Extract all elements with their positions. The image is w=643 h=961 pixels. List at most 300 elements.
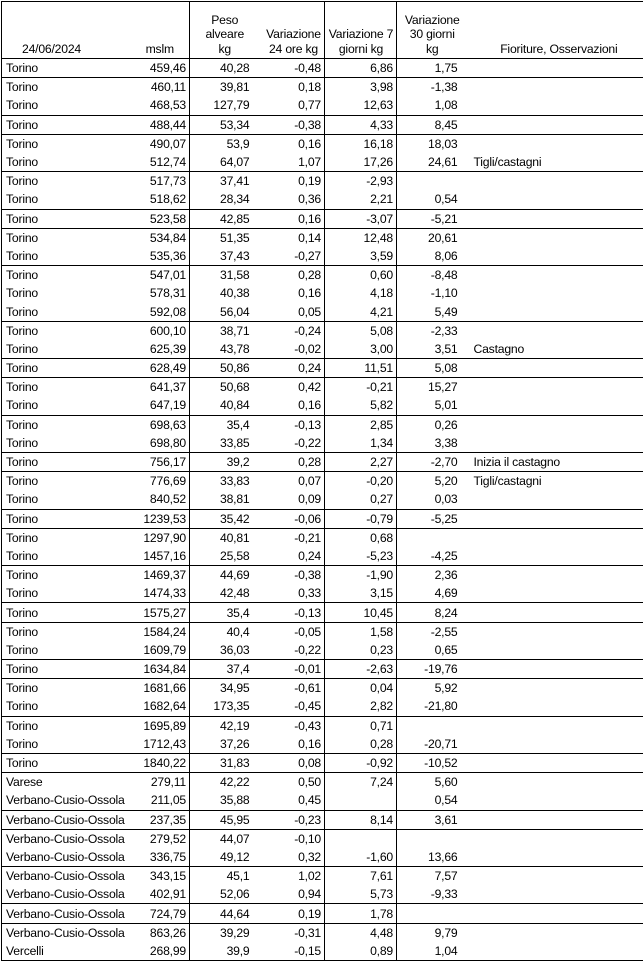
cell-variation-24h: 0,33 xyxy=(260,584,325,603)
cell-variation-24h: -0,61 xyxy=(260,679,325,698)
cell-notes xyxy=(468,509,643,528)
cell-notes xyxy=(468,415,643,434)
cell-province: Torino xyxy=(2,490,131,509)
cell-altitude: 547,01 xyxy=(131,266,190,285)
table-row xyxy=(2,302,643,321)
cell-notes xyxy=(468,378,643,397)
cell-variation-7d: 5,73 xyxy=(325,885,397,904)
cell-variation-7d xyxy=(325,791,397,810)
cell-variation-7d: 0,27 xyxy=(325,490,397,509)
cell-variation-24h: 0,36 xyxy=(260,190,325,209)
cell-altitude: 840,52 xyxy=(131,490,190,509)
table-row xyxy=(2,96,643,115)
cell-hive-weight: 39,81 xyxy=(190,78,260,97)
cell-notes xyxy=(468,490,643,509)
cell-variation-7d: 7,24 xyxy=(325,773,397,792)
cell-variation-30d: 3,61 xyxy=(397,810,468,829)
cell-variation-24h: -0,45 xyxy=(260,697,325,716)
cell-hive-weight: 64,07 xyxy=(190,153,260,172)
cell-province: Torino xyxy=(2,735,131,754)
cell-province: Varese xyxy=(2,773,131,792)
cell-notes xyxy=(468,321,643,340)
cell-variation-30d: 0,54 xyxy=(397,190,468,209)
cell-province: Torino xyxy=(2,396,131,415)
cell-variation-24h: 0,24 xyxy=(260,359,325,378)
table-row xyxy=(2,247,643,266)
cell-variation-24h: -0,13 xyxy=(260,415,325,434)
cell-hive-weight: 37,26 xyxy=(190,735,260,754)
cell-hive-weight: 25,58 xyxy=(190,547,260,566)
cell-province: Torino xyxy=(2,434,131,453)
cell-altitude: 336,75 xyxy=(131,848,190,867)
cell-variation-30d: -21,80 xyxy=(397,697,468,716)
cell-altitude: 698,80 xyxy=(131,434,190,453)
cell-variation-30d: -20,71 xyxy=(397,735,468,754)
cell-variation-30d: -19,76 xyxy=(397,660,468,679)
cell-variation-30d: 4,69 xyxy=(397,584,468,603)
cell-variation-30d: -8,48 xyxy=(397,266,468,285)
cell-notes xyxy=(468,584,643,603)
cell-variation-7d: -0,79 xyxy=(325,509,397,528)
cell-hive-weight: 35,88 xyxy=(190,791,260,810)
cell-variation-7d: -2,63 xyxy=(325,660,397,679)
table-row xyxy=(2,791,643,810)
cell-province: Torino xyxy=(2,247,131,266)
cell-altitude: 628,49 xyxy=(131,359,190,378)
cell-province: Torino xyxy=(2,340,131,359)
cell-variation-30d: -2,70 xyxy=(397,452,468,471)
cell-province: Torino xyxy=(2,472,131,491)
cell-variation-24h: -0,01 xyxy=(260,660,325,679)
cell-altitude: 237,35 xyxy=(131,810,190,829)
cell-variation-7d: 2,85 xyxy=(325,415,397,434)
cell-variation-7d: 1,78 xyxy=(325,904,397,923)
cell-province: Torino xyxy=(2,172,131,191)
cell-notes xyxy=(468,848,643,867)
table-row xyxy=(2,810,643,829)
cell-province: Torino xyxy=(2,302,131,321)
cell-variation-7d: 0,28 xyxy=(325,735,397,754)
cell-variation-30d: 0,26 xyxy=(397,415,468,434)
cell-variation-7d: 0,04 xyxy=(325,679,397,698)
cell-variation-30d: 15,27 xyxy=(397,378,468,397)
cell-province: Torino xyxy=(2,415,131,434)
cell-province: Torino xyxy=(2,452,131,471)
cell-hive-weight: 49,12 xyxy=(190,848,260,867)
cell-altitude: 517,73 xyxy=(131,172,190,191)
cell-altitude: 641,37 xyxy=(131,378,190,397)
table-row xyxy=(2,472,643,491)
cell-variation-7d: 3,59 xyxy=(325,247,397,266)
cell-hive-weight: 35,4 xyxy=(190,415,260,434)
header-date: 24/06/2024 xyxy=(2,2,131,59)
cell-province: Torino xyxy=(2,547,131,566)
cell-hive-weight: 44,07 xyxy=(190,829,260,848)
cell-notes xyxy=(468,660,643,679)
cell-hive-weight: 50,86 xyxy=(190,359,260,378)
cell-province: Torino xyxy=(2,660,131,679)
cell-variation-30d: -9,33 xyxy=(397,885,468,904)
cell-province: Torino xyxy=(2,190,131,209)
table-row xyxy=(2,509,643,528)
cell-altitude: 488,44 xyxy=(131,115,190,134)
cell-altitude: 490,07 xyxy=(131,134,190,153)
cell-variation-7d: -5,23 xyxy=(325,547,397,566)
cell-altitude: 1469,37 xyxy=(131,566,190,585)
cell-notes xyxy=(468,904,643,923)
cell-hive-weight: 37,41 xyxy=(190,172,260,191)
cell-altitude: 600,10 xyxy=(131,321,190,340)
cell-hive-weight: 33,85 xyxy=(190,434,260,453)
table-row xyxy=(2,266,643,285)
cell-notes xyxy=(468,791,643,810)
cell-altitude: 268,99 xyxy=(131,942,190,961)
cell-variation-7d: 5,82 xyxy=(325,396,397,415)
cell-province: Verbano-Cusio-Ossola xyxy=(2,810,131,829)
cell-variation-30d: 8,45 xyxy=(397,115,468,134)
cell-notes: Inizia il castagno xyxy=(468,452,643,471)
cell-variation-30d: -1,38 xyxy=(397,78,468,97)
cell-variation-30d: 5,01 xyxy=(397,396,468,415)
table-row xyxy=(2,904,643,923)
cell-altitude: 279,11 xyxy=(131,773,190,792)
cell-variation-30d xyxy=(397,528,468,547)
cell-variation-24h: -0,22 xyxy=(260,434,325,453)
table-row xyxy=(2,942,643,961)
cell-province: Verbano-Cusio-Ossola xyxy=(2,923,131,942)
cell-notes xyxy=(468,59,643,78)
cell-notes xyxy=(468,134,643,153)
cell-province: Torino xyxy=(2,228,131,247)
cell-variation-7d: 3,98 xyxy=(325,78,397,97)
cell-province: Torino xyxy=(2,641,131,660)
cell-variation-30d: 7,57 xyxy=(397,867,468,886)
cell-variation-7d: 12,48 xyxy=(325,228,397,247)
table-row xyxy=(2,115,643,134)
cell-variation-24h: 0,18 xyxy=(260,78,325,97)
cell-hive-weight: 28,34 xyxy=(190,190,260,209)
cell-hive-weight: 35,42 xyxy=(190,509,260,528)
cell-variation-7d xyxy=(325,829,397,848)
header-weight xyxy=(190,2,260,59)
cell-variation-30d: 20,61 xyxy=(397,228,468,247)
cell-variation-24h: -0,48 xyxy=(260,59,325,78)
cell-altitude: 534,84 xyxy=(131,228,190,247)
cell-hive-weight: 44,69 xyxy=(190,566,260,585)
table-row xyxy=(2,697,643,716)
cell-notes xyxy=(468,284,643,302)
cell-province: Torino xyxy=(2,284,131,302)
cell-variation-30d: -5,21 xyxy=(397,209,468,228)
header-var7 xyxy=(325,2,397,59)
cell-hive-weight: 42,85 xyxy=(190,209,260,228)
cell-notes xyxy=(468,228,643,247)
cell-altitude: 1297,90 xyxy=(131,528,190,547)
cell-hive-weight: 52,06 xyxy=(190,885,260,904)
cell-hive-weight: 53,9 xyxy=(190,134,260,153)
cell-variation-7d: -1,60 xyxy=(325,848,397,867)
cell-variation-30d: -2,33 xyxy=(397,321,468,340)
cell-notes xyxy=(468,266,643,285)
header-row xyxy=(2,2,643,59)
cell-notes xyxy=(468,396,643,415)
cell-province: Torino xyxy=(2,266,131,285)
cell-variation-30d: -2,55 xyxy=(397,622,468,641)
cell-variation-24h: -0,22 xyxy=(260,641,325,660)
cell-hive-weight: 40,84 xyxy=(190,396,260,415)
cell-altitude: 1681,66 xyxy=(131,679,190,698)
table-body xyxy=(2,59,643,961)
cell-variation-24h: -0,06 xyxy=(260,509,325,528)
header-var24-label: Variazione 24 ore kg xyxy=(263,27,325,56)
table-row xyxy=(2,735,643,754)
cell-variation-7d: -3,07 xyxy=(325,209,397,228)
cell-hive-weight: 44,64 xyxy=(190,904,260,923)
cell-province: Torino xyxy=(2,115,131,134)
cell-altitude: 1239,53 xyxy=(131,509,190,528)
cell-variation-30d: 2,36 xyxy=(397,566,468,585)
cell-province: Torino xyxy=(2,716,131,735)
cell-variation-30d: 1,04 xyxy=(397,942,468,961)
cell-variation-30d: 9,79 xyxy=(397,923,468,942)
cell-variation-30d: 3,51 xyxy=(397,340,468,359)
cell-variation-30d: 18,03 xyxy=(397,134,468,153)
cell-altitude: 460,11 xyxy=(131,78,190,97)
table-row xyxy=(2,716,643,735)
cell-province: Torino xyxy=(2,509,131,528)
cell-variation-24h: 0,05 xyxy=(260,302,325,321)
cell-variation-7d: 3,15 xyxy=(325,584,397,603)
cell-province: Verbano-Cusio-Ossola xyxy=(2,885,131,904)
cell-variation-24h: 0,28 xyxy=(260,266,325,285)
cell-variation-7d: 17,26 xyxy=(325,153,397,172)
cell-variation-7d: 3,00 xyxy=(325,340,397,359)
cell-variation-30d: 5,08 xyxy=(397,359,468,378)
cell-hive-weight: 38,71 xyxy=(190,321,260,340)
cell-variation-7d: 0,23 xyxy=(325,641,397,660)
table-row xyxy=(2,584,643,603)
cell-hive-weight: 42,48 xyxy=(190,584,260,603)
cell-notes xyxy=(468,547,643,566)
cell-altitude: 863,26 xyxy=(131,923,190,942)
cell-hive-weight: 51,35 xyxy=(190,228,260,247)
hive-weight-table-sheet xyxy=(1,1,643,961)
cell-variation-7d: -1,90 xyxy=(325,566,397,585)
cell-variation-30d xyxy=(397,829,468,848)
cell-variation-24h: 0,16 xyxy=(260,735,325,754)
header-var30 xyxy=(397,2,468,59)
cell-altitude: 724,79 xyxy=(131,904,190,923)
table-row xyxy=(2,396,643,415)
cell-altitude: 343,15 xyxy=(131,867,190,886)
cell-variation-30d xyxy=(397,716,468,735)
header-var24 xyxy=(260,2,325,59)
cell-variation-24h: -0,27 xyxy=(260,247,325,266)
header-notes: Fioriture, Osservazioni xyxy=(468,2,643,59)
header-weight-label: Peso alveare kg xyxy=(203,13,247,57)
cell-notes xyxy=(468,172,643,191)
cell-variation-30d: 0,54 xyxy=(397,791,468,810)
cell-province: Verbano-Cusio-Ossola xyxy=(2,829,131,848)
cell-hive-weight: 39,29 xyxy=(190,923,260,942)
cell-variation-24h: -0,23 xyxy=(260,810,325,829)
cell-variation-7d: 2,27 xyxy=(325,452,397,471)
cell-variation-24h: 0,16 xyxy=(260,284,325,302)
cell-altitude: 592,08 xyxy=(131,302,190,321)
cell-notes xyxy=(468,209,643,228)
cell-variation-7d: 0,89 xyxy=(325,942,397,961)
hive-weight-table xyxy=(1,1,643,961)
cell-altitude: 535,36 xyxy=(131,247,190,266)
cell-notes: Tigli/castagni xyxy=(468,153,643,172)
cell-notes xyxy=(468,247,643,266)
cell-province: Torino xyxy=(2,134,131,153)
cell-variation-7d: 10,45 xyxy=(325,603,397,622)
cell-variation-7d: 0,60 xyxy=(325,266,397,285)
cell-variation-24h: -0,02 xyxy=(260,340,325,359)
cell-province: Verbano-Cusio-Ossola xyxy=(2,867,131,886)
cell-notes xyxy=(468,434,643,453)
cell-variation-7d: 2,82 xyxy=(325,697,397,716)
table-row xyxy=(2,340,643,359)
table-row xyxy=(2,434,643,453)
table-row xyxy=(2,284,643,302)
cell-variation-24h: 0,50 xyxy=(260,773,325,792)
cell-variation-24h: 0,16 xyxy=(260,396,325,415)
cell-province: Torino xyxy=(2,679,131,698)
cell-variation-24h: 0,08 xyxy=(260,753,325,772)
cell-variation-24h: 0,16 xyxy=(260,134,325,153)
header-var7-label: Variazione 7 giorni kg xyxy=(328,27,394,56)
cell-province: Torino xyxy=(2,528,131,547)
cell-variation-7d: 1,34 xyxy=(325,434,397,453)
cell-altitude: 776,69 xyxy=(131,472,190,491)
cell-notes xyxy=(468,942,643,961)
cell-notes xyxy=(468,885,643,904)
cell-province: Torino xyxy=(2,209,131,228)
cell-variation-7d: 7,61 xyxy=(325,867,397,886)
cell-notes xyxy=(468,603,643,622)
cell-altitude: 1695,89 xyxy=(131,716,190,735)
cell-variation-30d: 3,38 xyxy=(397,434,468,453)
table-row xyxy=(2,679,643,698)
cell-variation-24h: -0,21 xyxy=(260,528,325,547)
cell-variation-24h: -0,38 xyxy=(260,115,325,134)
cell-altitude: 468,53 xyxy=(131,96,190,115)
cell-hive-weight: 35,4 xyxy=(190,603,260,622)
table-row xyxy=(2,59,643,78)
cell-variation-7d: 0,68 xyxy=(325,528,397,547)
cell-altitude: 578,31 xyxy=(131,284,190,302)
cell-variation-30d: 1,08 xyxy=(397,96,468,115)
cell-variation-30d: 8,06 xyxy=(397,247,468,266)
cell-province: Verbano-Cusio-Ossola xyxy=(2,848,131,867)
cell-variation-30d: 5,92 xyxy=(397,679,468,698)
cell-altitude: 1609,79 xyxy=(131,641,190,660)
cell-variation-24h: 0,32 xyxy=(260,848,325,867)
cell-variation-24h: 1,07 xyxy=(260,153,325,172)
cell-province: Torino xyxy=(2,378,131,397)
table-row xyxy=(2,547,643,566)
table-row xyxy=(2,622,643,641)
cell-altitude: 625,39 xyxy=(131,340,190,359)
cell-province: Torino xyxy=(2,78,131,97)
table-row xyxy=(2,867,643,886)
cell-variation-30d: 5,49 xyxy=(397,302,468,321)
cell-hive-weight: 50,68 xyxy=(190,378,260,397)
cell-notes xyxy=(468,115,643,134)
cell-hive-weight: 127,79 xyxy=(190,96,260,115)
cell-variation-30d: 24,61 xyxy=(397,153,468,172)
cell-altitude: 1712,43 xyxy=(131,735,190,754)
table-row xyxy=(2,134,643,153)
cell-variation-24h: -0,05 xyxy=(260,622,325,641)
table-row xyxy=(2,359,643,378)
cell-variation-24h: 0,19 xyxy=(260,904,325,923)
cell-hive-weight: 31,58 xyxy=(190,266,260,285)
table-row xyxy=(2,378,643,397)
header-var30-label: Variazione 30 giorni kg xyxy=(402,13,462,57)
cell-altitude: 647,19 xyxy=(131,396,190,415)
cell-variation-24h: 0,19 xyxy=(260,172,325,191)
cell-variation-30d: 5,20 xyxy=(397,472,468,491)
cell-variation-30d: -1,10 xyxy=(397,284,468,302)
cell-variation-7d: 4,33 xyxy=(325,115,397,134)
cell-altitude: 1634,84 xyxy=(131,660,190,679)
cell-notes xyxy=(468,829,643,848)
cell-notes xyxy=(468,679,643,698)
cell-variation-7d: 1,58 xyxy=(325,622,397,641)
cell-variation-7d: 0,71 xyxy=(325,716,397,735)
cell-province: Vercelli xyxy=(2,942,131,961)
cell-variation-7d: 11,51 xyxy=(325,359,397,378)
cell-hive-weight: 40,38 xyxy=(190,284,260,302)
cell-variation-30d xyxy=(397,172,468,191)
cell-variation-24h: 0,07 xyxy=(260,472,325,491)
cell-province: Torino xyxy=(2,584,131,603)
cell-notes xyxy=(468,641,643,660)
cell-notes xyxy=(468,190,643,209)
table-row xyxy=(2,190,643,209)
cell-notes xyxy=(468,78,643,97)
cell-hive-weight: 42,19 xyxy=(190,716,260,735)
cell-altitude: 211,05 xyxy=(131,791,190,810)
cell-altitude: 698,63 xyxy=(131,415,190,434)
cell-notes xyxy=(468,697,643,716)
header-altitude: mslm xyxy=(131,2,190,59)
cell-hive-weight: 40,81 xyxy=(190,528,260,547)
table-row xyxy=(2,848,643,867)
cell-notes xyxy=(468,753,643,772)
cell-hive-weight: 38,81 xyxy=(190,490,260,509)
cell-variation-24h: 0,16 xyxy=(260,209,325,228)
cell-variation-7d: -0,20 xyxy=(325,472,397,491)
cell-province: Verbano-Cusio-Ossola xyxy=(2,904,131,923)
table-row xyxy=(2,78,643,97)
cell-hive-weight: 43,78 xyxy=(190,340,260,359)
cell-province: Torino xyxy=(2,153,131,172)
cell-notes xyxy=(468,735,643,754)
table-row xyxy=(2,660,643,679)
cell-variation-7d: -0,92 xyxy=(325,753,397,772)
table-row xyxy=(2,603,643,622)
cell-variation-7d: 6,86 xyxy=(325,59,397,78)
cell-hive-weight: 36,03 xyxy=(190,641,260,660)
cell-variation-7d: -2,93 xyxy=(325,172,397,191)
cell-variation-24h: 0,28 xyxy=(260,452,325,471)
cell-province: Torino xyxy=(2,359,131,378)
cell-variation-7d: 2,21 xyxy=(325,190,397,209)
